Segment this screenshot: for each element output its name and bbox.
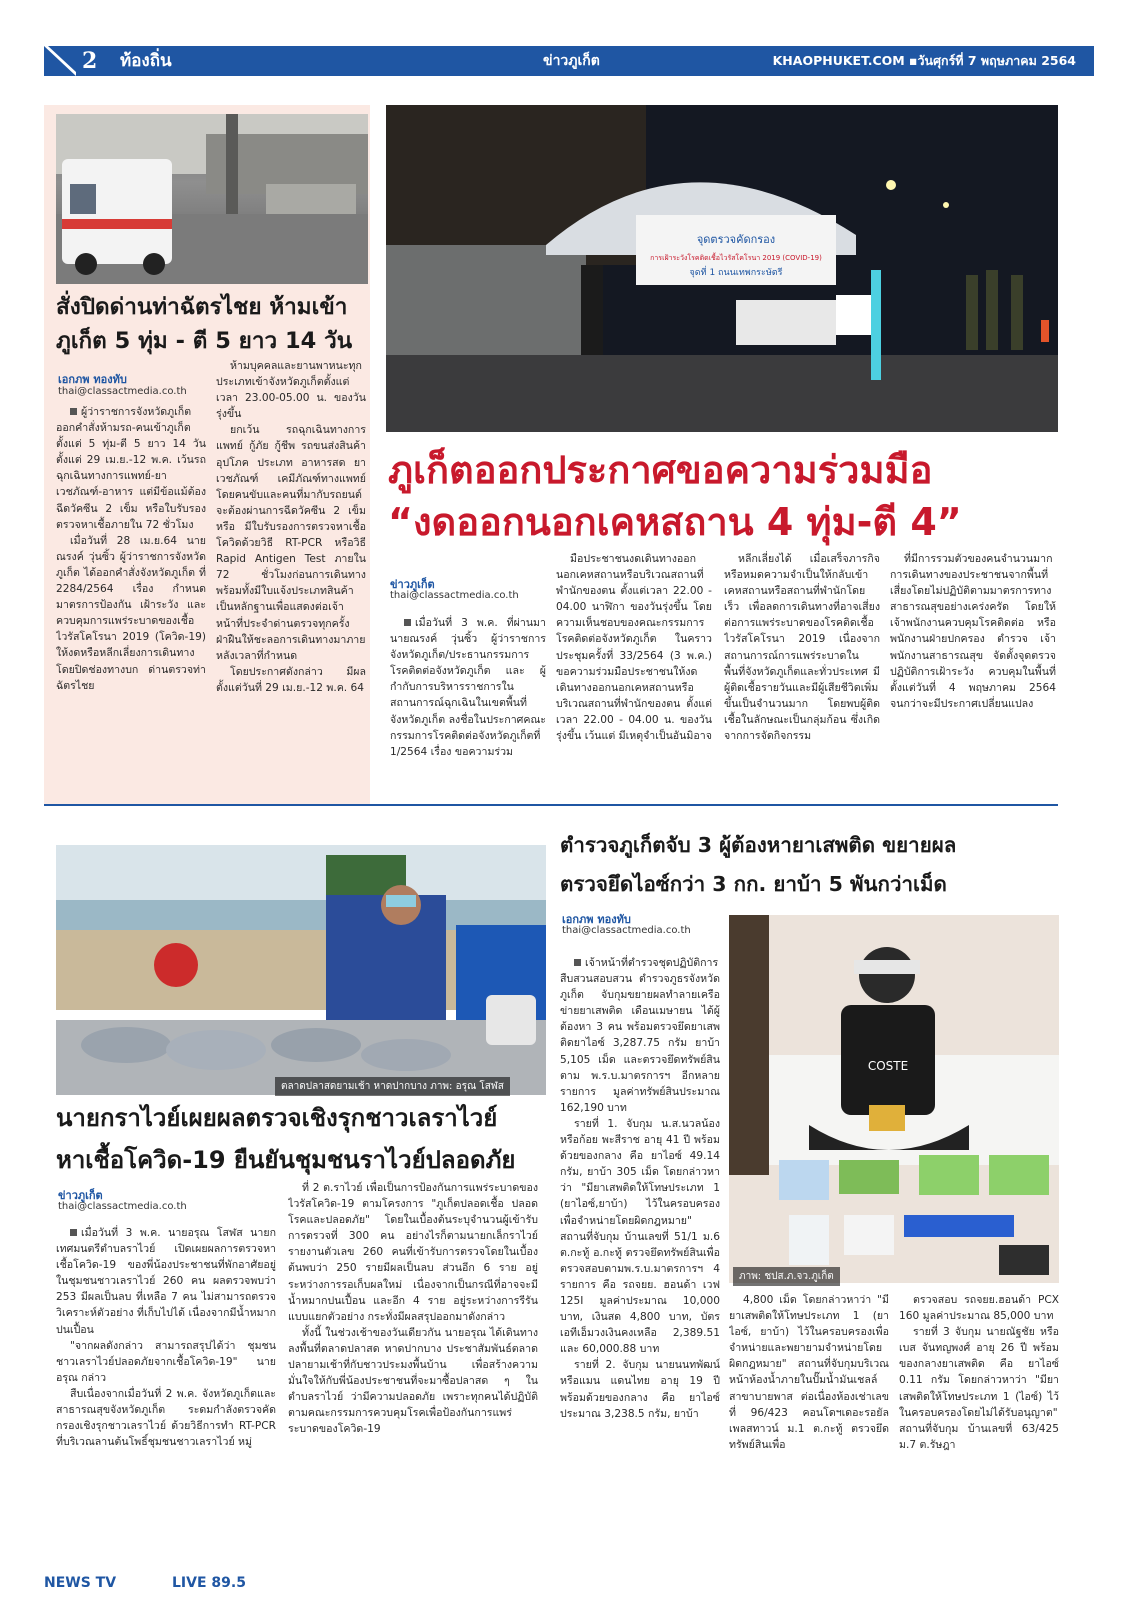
story1-headline: สั่งปิดด่านท่าฉัตรไชย ห้ามเข้าภูเก็ต 5 ทุ่ม - ตี 5 ยาว 14 วัน — [56, 294, 353, 354]
story3-paragraph: เมื่อวันที่ 3 พ.ค. นายอรุณ โสฬส นายกเทศมนตรีตำบลราไวย์ เปิดเผยผลการตรวจหาเชื้อโควิด-19 ของพี่น้องประชาชนที่พักอาศัยอยู่ในชุมชนชาวเลราไวย์ 260 คน ผลตรวจพบว่า 253 มีผลเป็นลบ ที่เหลือ 7 คน ไม่สามารถตรวจวิเคราะห์ตัวอย่าง ที่เก็บไปได้ เนื่องจากมีน้ำหมากปนเปื้อน — [56, 1227, 276, 1336]
dateline: KHAOPHUKET.COM ▪วันศุกร์ที่ 7 พฤษภาคม 2564 — [772, 53, 1076, 68]
banner-title: จุดตรวจคัดกรอง — [696, 233, 776, 246]
story2-headline-2: “งดออกนอกเคหสถาน 4 ทุ่ม-ตี 4” — [388, 500, 962, 544]
story3-column-1 — [56, 1225, 276, 1565]
story1-paragraph: ยกเว้น รถฉุกเฉินทางการแพทย์ กู้ภัย กู้ชีพ รถขนส่งสินค้าอุปโภค ประเภท อาหารสด ยาเวชภัณฑ์ เคมีภัณฑ์ทางแพทย์ โดยคนขับและคนที่มากับรถยนต์จะต้องผ่านการฉีดวัคซีน 2 เข็ม หรือ มีใบรับรองการตรวจหาเชื้อโควิดด้วยวิธี RT-PCR หรือวิธี Rapid Antigen Test ภายใน 72 ชั่วโมงก่อนการเดินทาง พร้อมทั้งมีใบแจ้งประเภทสินค้าเป็นหลักฐานเพื่อแสดงต่อเจ้าหน้าที่ประจำด่านตรวจทุกครั้ง ฝ่าฝืนให้ชะลอการเดินทางมาภายหลังเวลาที่กำหนด — [216, 424, 366, 662]
page-number: 2 — [82, 48, 98, 74]
story1-paragraph: เมื่อวันที่ 28 เม.ย.64 นายณรงค์ วุ่นซิ้ว ผู้ว่าราชการจังหวัดภูเก็ต ได้ออกคำสั่งจังหวัดภูเก็ต ที่ 2284/2564 เรื่อง กำหนดมาตรการป้องกัน เฝ้าระวัง และควบคุมการแพร่ระบาดของเชื้อไวรัสโคโรนา 2019 (โควิด-19) ให้งดหรือหลีกเลี่ยงการเดินทาง โดยปิดช่องทางบก ด่านตรวจท่าฉัตรไชย — [56, 534, 206, 692]
story1-paragraph: ห้ามบุคคลและยานพาหนะทุกประเภทเข้าจังหวัดภูเก็ตตั้งแต่เวลา 23.00-05.00 น. ของวันรุ่งขึ้น — [216, 360, 366, 421]
story3-headline-1: นายกราไวย์เผยผลตรวจเชิงรุกชาวเลราไวย์ — [56, 1104, 498, 1132]
bullet-icon — [70, 1229, 77, 1236]
story3-photo-caption: ตลาดปลาสดยามเช้า หาดปากบาง ภาพ: อรุณ โสฬส — [275, 1077, 510, 1096]
story1-email: thai@classactmedia.co.th — [58, 386, 187, 397]
story2-paragraph: มือประชาชนงดเดินทางออกนอกเคหสถานหรือบริเวณสถานที่พำนักของตน ตั้งแต่เวลา 22.00 - 04.00 นาฬิกา ของวันรุ่งขึ้น โดยความเห็นชอบของคณะกรรมการโรคติดต่อจังหวัดภูเก็ต ในคราวประชุมครั้งที่ 33/2564 (3 พ.ค.) ขอความร่วมมือประชาชนให้งดเดินทางออกนอกเคหสถานหรือบริเวณสถานที่พำนักของตน ตั้งแต่เวลา 22.00 - 04.00 น. ของวันรุ่งขึ้น เว้นแต่ มีเหตุจำเป็นอันมิอาจ — [556, 553, 712, 743]
site-name: KHAOPHUKET.COM — [772, 53, 905, 68]
story2-column-1 — [390, 615, 546, 803]
story4-paragraph: เจ้าหน้าที่ตำรวจชุดปฏิบัติการสืบสวนสอบสวน ตำรวจภูธรจังหวัดภูเก็ต จับกุมขยายผลทำลายเครือข่ายยาเสพติด เดือนเมษายน ได้ผู้ต้องหา 3 คน พร้อมตรวจยึดยาเสพติดยาไอซ์ 3,287.75 กรัม ยาบ้า 5,105 เม็ด และตรวจยึดทรัพย์สินตาม พ.ร.บ.มาตรการฯ อีกหลายรายการ มูลค่าทรัพย์สินประมาณ 162,190 บาท — [560, 957, 720, 1114]
story4-photo-caption: ภาพ: ชปส.ภ.จว.ภูเก็ต — [733, 1267, 840, 1286]
shirt-text: COSTE — [867, 1059, 909, 1073]
story3-email: thai@classactmedia.co.th — [58, 1201, 187, 1212]
footer-logo-newstv: NEWS TV — [44, 1575, 117, 1591]
story2-column-4 — [890, 551, 1056, 803]
section-name: ท้องถิ่น — [120, 51, 172, 71]
story2-headline-1: ภูเก็ตออกประกาศขอความร่วมมือ — [388, 448, 933, 492]
story2-paragraph: หลีกเลี่ยงได้ เมื่อเสร็จภารกิจหรือหมดความจำเป็นให้กลับเข้าเคหสถานหรือสถานที่พำนักโดยเร็ว เพื่อลดการเดินทางที่อาจเสี่ยงต่อการแพร่ระบาดของโรคติดเชื้อไวรัสโคโรนา 2019 เนื่องจากสถานการณ์การแพร่ระบาดในพื้นที่จังหวัดภูเก็ตและทั่วประเทศ มีผู้ติดเชื้อรายวันและมีผู้เสียชีวิตเพิ่มขึ้นเป็นจำนวนมาก โดยพบผู้ติดเชื้อในลักษณะเป็นกลุ่มก้อน ซึ่งเกิดจากการจัดกิจกรรม — [724, 553, 880, 743]
story3-paragraph: สืบเนื่องจากเมื่อวันที่ 2 พ.ค. จังหวัดภูเก็ตและสาธารณสุขจังหวัดภูเก็ต ระดมกำลังตรวจคัดกรองเชิงรุกชาวเลราไวย์ ด้วยวิธีการทำ RT-PCR ที่บริเวณลานต้นโพธิ์ชุมชนชาวเลราไวย์ หมู่ — [56, 1387, 276, 1449]
issue-date: วันศุกร์ที่ 7 พฤษภาคม 2564 — [917, 53, 1076, 68]
story4-paragraph: รายที่ 2. จับกุม นายนนทพัฒน์ หรือแมน แดนไทย อายุ 19 ปี พร้อมด้วยของกลาง คือ ยาไอซ์ ประมาณ 3,238.5 กรัม, ยาบ้า — [560, 1359, 720, 1420]
story1-paragraph: โดยประกาศดังกล่าว มีผลตั้งแต่วันที่ 29 เม.ย.-12 พ.ค. 64 — [216, 665, 366, 694]
story3-column-2 — [288, 1180, 538, 1565]
photo-ambulance — [56, 114, 368, 284]
banner-subtitle: การเฝ้าระวังโรคติดเชื้อไวรัสโคโรนา 2019 (COVID-19) — [650, 254, 822, 262]
story2-byline: ข่าวภูเก็ต — [390, 578, 435, 591]
story3-paragraph: ทั้งนี้ ในช่วงเช้าของวันเดียวกัน นายอรุณ ได้เดินทางลงพื้นที่ตลาดปลาสด หาดปากบาง ประชาสัมพันธ์ตลาดปลายามเช้าที่กับชาวประมงพื้นบ้าน เพื่อสร้างความมั่นใจให้กับพี่น้องประชาชนที่จะมาซื้อปลาสด ๆ ในตำบลราไวย์ ว่ามีความปลอดภัย เพราะทุกคนได้ปฏิบัติตามคณะกรรมการควบคุมโรคเพื่อป้องกันการแพร่ระบาดของโควิด-19 — [288, 1326, 538, 1436]
story3-byline: ข่าวภูเก็ต — [58, 1189, 103, 1202]
story3-paragraph: "จากผลดังกล่าว สามารถสรุปได้ว่า ชุมชนชาวเลราไวย์ปลอดภัยจากเชื้อโควิด-19" นายอรุณ กล่าว — [56, 1339, 276, 1384]
story1-byline: เอกภพ ทองทับ — [58, 373, 127, 386]
story4-email: thai@classactmedia.co.th — [562, 925, 691, 936]
banner-point: จุดที่ 1 ถนนเทพกระษัตรี — [689, 268, 783, 278]
story4-headline-2: ตรวจยึดไอซ์กว่า 3 กก. ยาบ้า 5 พันกว่าเม็ด — [560, 872, 947, 896]
story3-headline-2: หาเชื้อโควิด-19 ยืนยันชุมชนราไวย์ปลอดภัย — [56, 1146, 516, 1174]
corner-mark-icon — [44, 46, 76, 76]
story4-paragraph: รายที่ 1. จับกุม น.ส.นวลน้อง หรือก้อย พะสีราช อายุ 41 ปี พร้อมด้วยของกลาง คือ ยาไอซ์ 49.14 กรัม, ยาบ้า 305 เม็ด โดยกล่าวหาว่า "มียาเสพติดให้โทษประเภท 1 (ยาไอซ์,ยาบ้า) ไว้ในครอบครอง เพื่อจำหน่ายโดยผิดกฎหมาย" สถานที่จับกุม บ้านเลขที่ 51/1 ม.6 ต.กะทู้ อ.กะทู้ ตรวจยึดทรัพย์สินเพื่อตรวจสอบตามพ.ร.บ.มาตรการฯ 4 รายการ คือ รถจยย. ฮอนด้า เวฟ 125I มูลค่าประมาณ 10,000 บาท, เงินสด 4,800 บาท, บัตรเอทีเอ็มวงเงินคงเหลือ 2,389.51 และ 60,000.88 บาท — [560, 1117, 720, 1356]
story2-column-2 — [556, 551, 712, 803]
masthead-logo: ข่าวภูเก็ต — [543, 53, 600, 69]
photo-drug-seizure — [729, 915, 1059, 1283]
story4-column-3 — [899, 1292, 1059, 1564]
story1-column-1 — [56, 404, 206, 799]
story4-column-2 — [729, 1292, 889, 1564]
story2-paragraph: ที่มีการรวมตัวของคนจำนวนมาก การเดินทางของประชาชนจากพื้นที่เสี่ยงโดยไม่ปฏิบัติตามมาตรการทางสาธารณสุขอย่างเคร่งครัด โดยให้เจ้าพนักงานควบคุมโรคติดต่อ หรือพนักงานฝ่ายปกครอง ตำรวจ เจ้าพนักงานสาธารณสุข จัดตั้งจุดตรวจ ปฏิบัติการเฝ้าระวัง ควบคุมในพื้นที่ ตั้งแต่วันที่ 4 พฤษภาคม 2564 จนกว่าจะมีประกาศเปลี่ยนแปลง — [890, 553, 1056, 710]
bullet-icon — [404, 619, 411, 626]
story1-column-2 — [216, 358, 366, 768]
bullet-icon — [70, 408, 77, 415]
story4-headline-1: ตำรวจภูเก็ตจับ 3 ผู้ต้องหายาเสพติด ขยายผล — [560, 833, 957, 857]
section-divider — [44, 804, 1058, 806]
story4-paragraph: ตรวจสอบ รถจยย.ฮอนด้า PCX 160 มูลค่าประมาณ 85,000 บาท — [899, 1294, 1059, 1323]
story2-paragraph: เมื่อวันที่ 3 พ.ค. ที่ผ่านมา นายณรงค์ วุ่นซิ้ว ผู้ว่าราชการจังหวัดภูเก็ต/ประธานกรรมการโรคติดต่อจังหวัดภูเก็ต และ ผู้กำกับการบริหารราชการในสถานการณ์ฉุกเฉินในเขตพื้นที่จังหวัดภูเก็ต ลงชื่อในประกาศคณะกรรมการโรคติดต่อจังหวัดภูเก็ตที่ 1/2564 เรื่อง ขอความร่วม — [390, 617, 546, 758]
story4-column-1 — [560, 955, 720, 1563]
bullet-icon — [574, 959, 581, 966]
story3-paragraph: ที่ 2 ต.ราไวย์ เพื่อเป็นการป้องกันการแพร่ระบาดของไวรัสโควิด-19 ตามโครงการ "ภูเก็ตปลอดเชื้อ ปลอดโรคและปลอดภัย" โดยในเบื้องต้นระบุจำนวนผู้เข้ารับการตรวจที่ 300 คน อย่างไรก็ตามนายกเล็กราไวย์รายงานตัวเลข 260 คนที่เข้ารับการตรวจโดยในเบื้องต้นพบว่า 250 รายมีผลเป็นลบ ส่วนอีก 6 ราย อยู่ระหว่างการรอเก็บผลใหม่ เนื่องจากเป็นกรณีที่อาจจะมีน้ำหมากปนเปื้อน และอีก 4 ราย อยู่ระหว่างการรีรันแบบแยกตัวอย่าง กระทั่งมีผลสรุปออกมาดังกล่าว — [288, 1182, 538, 1323]
story2-column-3 — [724, 551, 880, 803]
story1-paragraph: ผู้ว่าราชการจังหวัดภูเก็ต ออกคำสั่งห้ามรถ-คนเข้าภูเก็ต ตั้งแต่ 5 ทุ่ม-ตี 5 ยาว 14 วัน ตั้งแต่ 29 เม.ย.-12 พ.ค. เว้นรถฉุกเฉินทางการแพทย์-ยาเวชภัณฑ์-อาหาร แต่มีข้อแม้ต้องฉีดวัคซีน 2 เข็ม หรือใบรับรองตรวจหาเชื้อภายใน 72 ชั่วโมง — [56, 406, 206, 531]
footer-logo-live: LIVE 89.5 — [172, 1575, 246, 1591]
photo-night-checkpoint — [386, 105, 1058, 432]
story2-email: thai@classactmedia.co.th — [390, 590, 519, 601]
story4-byline: เอกภพ ทองทับ — [562, 913, 631, 926]
photo-fish-market — [56, 845, 546, 1095]
story4-paragraph: รายที่ 3 จับกุม นายณัฐชัย หรือเบส จันทญพงศ์ อายุ 26 ปี พร้อมของกลางยาเสพติด คือ ยาไอซ์ 0.11 กรัม โดยกล่าวหาว่า "มียาเสพติดให้โทษประเภท 1 (ไอซ์) ไว้ในครอบครองโดยไม่ได้รับอนุญาต" สถานที่จับกุม บ้านเลขที่ 63/425 ม.7 ต.รัษฎา — [899, 1326, 1059, 1451]
story4-paragraph: 4,800 เม็ด โดยกล่าวหาว่า "มียาเสพติดให้โทษประเภท 1 (ยาไอซ์, ยาบ้า) ไว้ในครอบครองเพื่อจำหน่ายและพยายามจำหน่ายโดยผิดกฎหมาย" สถานที่จับกุมบริเวณหน้าห้องน้ำภายในปั๊มน้ำมันเชลล์ สาขาบายพาส ต่อเนื่องห้องเช่าเลขที่ 96/423 คอนโดฯเดอะรอยัลเพลสทาวน์ ม.1 ต.กะทู้ ตรวจยึดทรัพย์สินเพื่อ — [729, 1294, 889, 1451]
